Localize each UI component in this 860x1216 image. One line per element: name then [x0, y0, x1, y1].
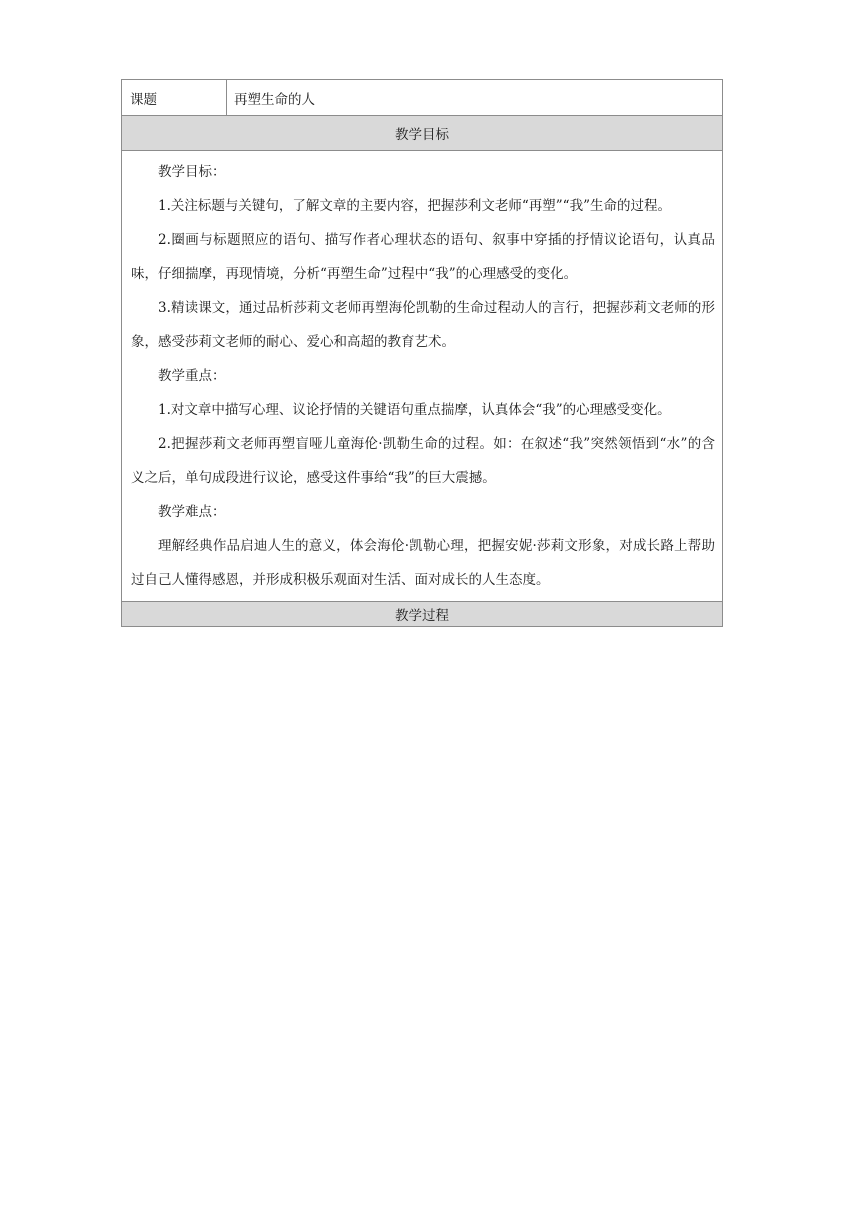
key-point-item: 2.把握莎莉文老师再塑盲哑儿童海伦·凯勒生命的过程。如：在叙述“我”突然领悟到“水”的含义之后，单句成段进行议论，感受这件事给“我”的巨大震撼。: [131, 436, 715, 486]
difficulties-title: 教学难点：: [158, 504, 226, 520]
process-header: 教学过程: [122, 602, 723, 627]
key-points-title: 教学重点：: [158, 368, 226, 384]
topic-row: [122, 80, 723, 116]
goals-content: [122, 151, 723, 602]
topic-value: 再塑生命的人: [227, 80, 723, 116]
goals-content-row: [122, 151, 723, 602]
topic-label: 课题: [122, 80, 227, 116]
objectives-title: 教学目标：: [158, 164, 226, 180]
key-point-item: 1.对文章中描写心理、议论抒情的关键语句重点揣摩，认真体会“我”的心理感受变化。: [158, 402, 671, 418]
objective-item: 1.关注标题与关键句，了解文章的主要内容，把握莎利文老师“再塑”“我”生命的过程。: [158, 198, 671, 214]
goals-header-row: [122, 116, 723, 151]
goals-header: 教学目标: [122, 116, 723, 151]
process-header-row: [122, 602, 723, 627]
objective-item: 2.圈画与标题照应的语句、描写作者心理状态的语句、叙事中穿插的抒情议论语句，认真品味，仔细揣摩，再现情境，分析“再塑生命”过程中“我”的心理感受的变化。: [131, 232, 715, 282]
lesson-plan-table: [121, 79, 723, 627]
difficulty-item: 理解经典作品启迪人生的意义，体会海伦·凯勒心理，把握安妮·莎莉文形象，对成长路上帮助过自己人懂得感恩，并形成积极乐观面对生活、面对成长的人生态度。: [131, 538, 715, 588]
objective-item: 3.精读课文，通过品析莎莉文老师再塑海伦凯勒的生命过程动人的言行，把握莎莉文老师的形象，感受莎莉文老师的耐心、爱心和高超的教育艺术。: [131, 300, 715, 350]
